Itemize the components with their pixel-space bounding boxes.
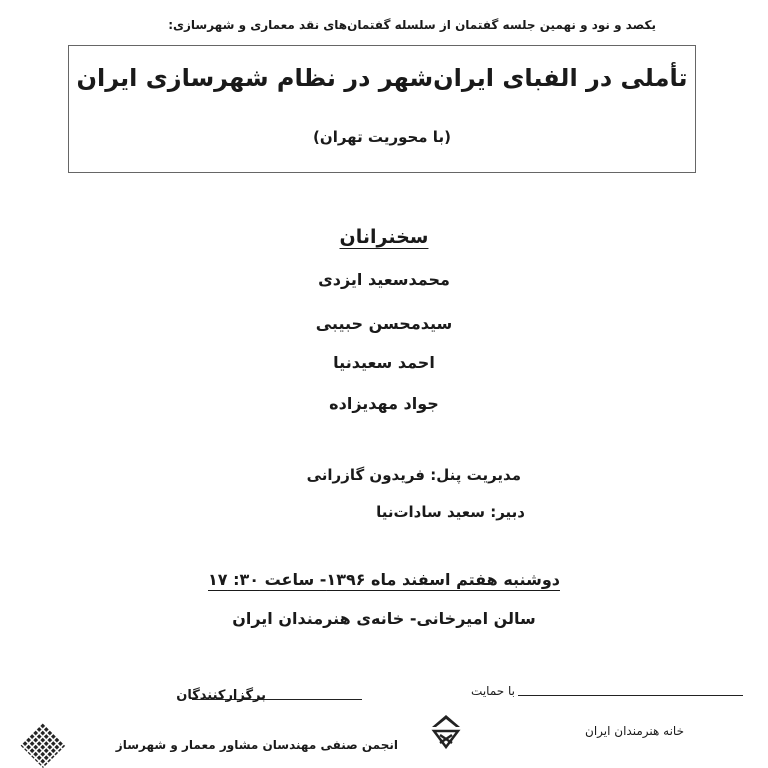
organizers-divider bbox=[192, 699, 362, 700]
secretary: دبیر: سعید سادات‌نیا bbox=[376, 503, 525, 521]
speakers-heading bbox=[0, 226, 768, 248]
support-org: خانه هنرمندان ایران bbox=[585, 724, 684, 738]
speaker-3: احمد سعیدنیا bbox=[333, 353, 435, 372]
support-divider bbox=[518, 695, 743, 696]
main-title: تأملی در الفبای ایران‌شهر در نظام شهرسازی ایران bbox=[76, 64, 688, 92]
speaker-4: جواد مهدیزاده bbox=[329, 394, 439, 413]
event-venue: سالن امیرخانی- خانه‌ی هنرمندان ایران bbox=[232, 609, 536, 628]
support-label: با حمایت bbox=[471, 684, 515, 698]
artists-house-logo-icon bbox=[430, 713, 462, 751]
panel-moderation: مدیریت پنل: فریدون گازرانی bbox=[306, 466, 521, 484]
speaker-1: محمدسعید ایزدی bbox=[318, 270, 450, 289]
organizers-org: انجمن صنفی مهندسان مشاور معمار و شهرساز bbox=[115, 738, 398, 752]
speakers-heading-text: سخنرانان bbox=[339, 226, 429, 248]
association-logo-icon bbox=[18, 720, 68, 768]
event-datetime bbox=[0, 570, 768, 589]
speaker-2: سیدمحسن حبیبی bbox=[315, 314, 453, 333]
subtitle: (با محوریت تهران) bbox=[313, 128, 451, 146]
event-datetime-text: دوشنبه هفتم اسفند ماه ۱۳۹۶- ساعت ۳۰: ۱۷ bbox=[208, 570, 560, 589]
title-box bbox=[68, 45, 696, 173]
series-line: یکصد و نود و نهمین جلسه گفتمان از سلسله گفتمان‌های نقد معماری و شهرسازی: bbox=[168, 18, 656, 32]
organizers-label: برگزارکنندگان bbox=[176, 688, 266, 703]
